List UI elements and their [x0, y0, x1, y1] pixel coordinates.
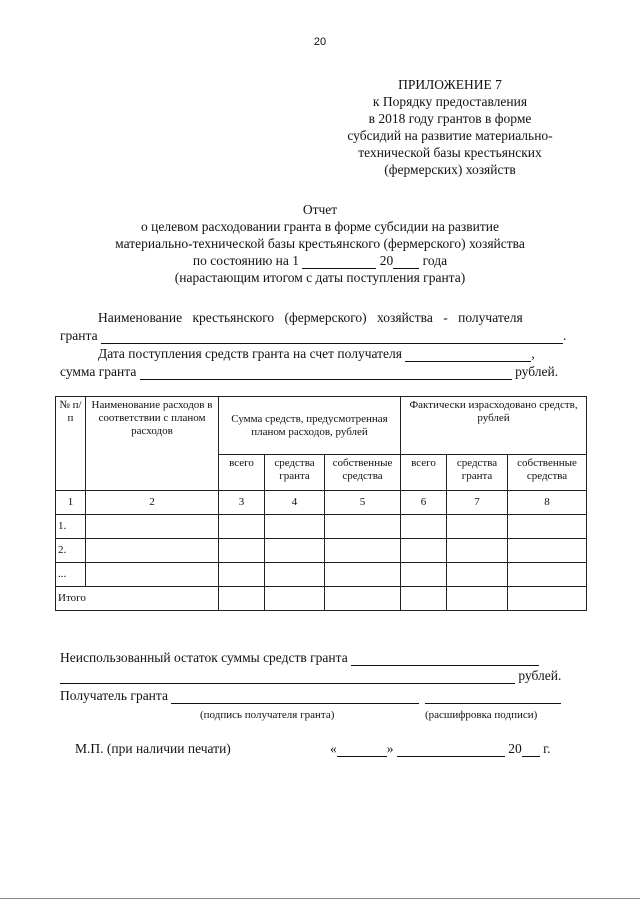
table-cell[interactable] — [508, 587, 587, 611]
year-field[interactable] — [393, 256, 419, 269]
subheader-total: всего — [401, 455, 447, 491]
table-cell[interactable] — [325, 515, 401, 539]
receipt-date-field[interactable] — [405, 349, 531, 362]
appendix-title: ПРИЛОЖЕНИЕ 7 — [398, 77, 502, 92]
table-cell[interactable] — [508, 515, 587, 539]
appendix-line: в 2018 году грантов в форме — [368, 111, 532, 126]
col-number: 6 — [401, 491, 447, 515]
col-number: 2 — [86, 491, 219, 515]
table-cell[interactable] — [219, 587, 265, 611]
report-heading: Отчет — [302, 202, 338, 217]
col-number: 4 — [265, 491, 325, 515]
table-cell[interactable] — [401, 539, 447, 563]
report-line: (нарастающим итогом с даты поступления гранта) — [174, 270, 466, 285]
subheader-grant: средства гранта — [447, 455, 508, 491]
page-number: 20 — [313, 36, 327, 48]
table-cell[interactable] — [401, 563, 447, 587]
report-title-block — [60, 201, 580, 286]
table-cell[interactable] — [219, 539, 265, 563]
appendix-line: субсидий на развитие материально- — [347, 128, 553, 143]
appendix-line: технической базы крестьянских — [358, 145, 542, 160]
appendix-block — [330, 76, 570, 178]
header-name: Наименование расходов в соответствии с планом расходов — [86, 397, 219, 491]
appendix-line: к Порядку предоставления — [372, 94, 528, 109]
sum-row: сумма гранта рублей. — [60, 364, 559, 379]
table-cell[interactable] — [325, 539, 401, 563]
col-number: 7 — [447, 491, 508, 515]
table-cell[interactable] — [219, 515, 265, 539]
sign-month-field[interactable] — [397, 744, 505, 757]
grant-sum-field[interactable] — [140, 367, 512, 380]
table-cell[interactable] — [447, 515, 508, 539]
remainder-row: Неиспользованный остаток суммы средств гранта — [60, 650, 539, 666]
table-cell[interactable] — [401, 515, 447, 539]
table-cell[interactable] — [86, 515, 219, 539]
total-label: Итого — [56, 587, 219, 611]
table-cell[interactable] — [508, 563, 587, 587]
col-number: 8 — [508, 491, 587, 515]
subheader-grant: средства гранта — [265, 455, 325, 491]
subheader-own: собственные средства — [508, 455, 587, 491]
row-label: 1. — [56, 515, 86, 539]
remainder-field-cont[interactable] — [60, 671, 515, 684]
decode-caption: (расшифровка подписи) — [425, 709, 538, 721]
header-plan: Сумма средств, предусмотренная планом расходов, рублей — [219, 397, 401, 455]
column-number-row — [56, 491, 587, 515]
sign-date-row: « » 20 г. — [330, 741, 551, 756]
name-label-1: Наименование крестьянского (фермерского) хозяйства - получателя — [98, 310, 523, 325]
row-label: ... — [56, 563, 86, 587]
remainder-row-2: рублей. — [60, 668, 561, 684]
table-cell[interactable] — [219, 563, 265, 587]
table-cell[interactable] — [265, 563, 325, 587]
signature-decode-field[interactable] — [425, 691, 561, 704]
report-line: о целевом расходовании гранта в форме субсидии на развитие — [141, 219, 499, 234]
date-row: Дата поступления средств гранта на счет получателя , — [98, 346, 535, 361]
table-cell[interactable] — [86, 563, 219, 587]
row-label: 2. — [56, 539, 86, 563]
sign-year-field[interactable] — [522, 744, 540, 757]
table-cell[interactable] — [447, 587, 508, 611]
table-cell[interactable] — [447, 539, 508, 563]
table-row — [56, 563, 587, 587]
signature-caption: (подпись получателя гранта) — [200, 709, 335, 721]
sign-day-field[interactable] — [337, 744, 387, 757]
name-row: гранта . — [60, 328, 567, 343]
subheader-total: всего — [219, 455, 265, 491]
signature-field[interactable] — [171, 691, 419, 704]
table-cell[interactable] — [265, 587, 325, 611]
table-cell[interactable] — [325, 563, 401, 587]
day-month-field[interactable] — [302, 256, 376, 269]
report-date-line: по состоянию на 1 20 года — [192, 253, 448, 268]
appendix-line: (фермерских) хозяйств — [384, 162, 516, 177]
table-row — [56, 539, 587, 563]
table-cell[interactable] — [325, 587, 401, 611]
header-fact: Фактически израсходовано средств, рублей — [401, 397, 587, 455]
table-cell[interactable] — [265, 539, 325, 563]
table-cell[interactable] — [508, 539, 587, 563]
col-number: 5 — [325, 491, 401, 515]
page-bottom-divider — [0, 898, 640, 899]
farm-name-field[interactable] — [101, 331, 563, 344]
report-line: материально-технической базы крестьянского (фермерского) хозяйства — [115, 236, 525, 251]
header-num: № п/п — [56, 397, 86, 491]
table-cell[interactable] — [447, 563, 508, 587]
recipient-row: Получатель гранта — [60, 688, 561, 704]
col-number: 3 — [219, 491, 265, 515]
remainder-field[interactable] — [351, 653, 539, 666]
table-cell[interactable] — [401, 587, 447, 611]
total-row — [56, 587, 587, 611]
table-cell[interactable] — [86, 539, 219, 563]
col-number: 1 — [56, 491, 86, 515]
stamp-label: М.П. (при наличии печати) — [75, 741, 231, 756]
report-table — [55, 396, 587, 611]
subheader-own: собственные средства — [325, 455, 401, 491]
table-cell[interactable] — [265, 515, 325, 539]
table-row — [56, 515, 587, 539]
